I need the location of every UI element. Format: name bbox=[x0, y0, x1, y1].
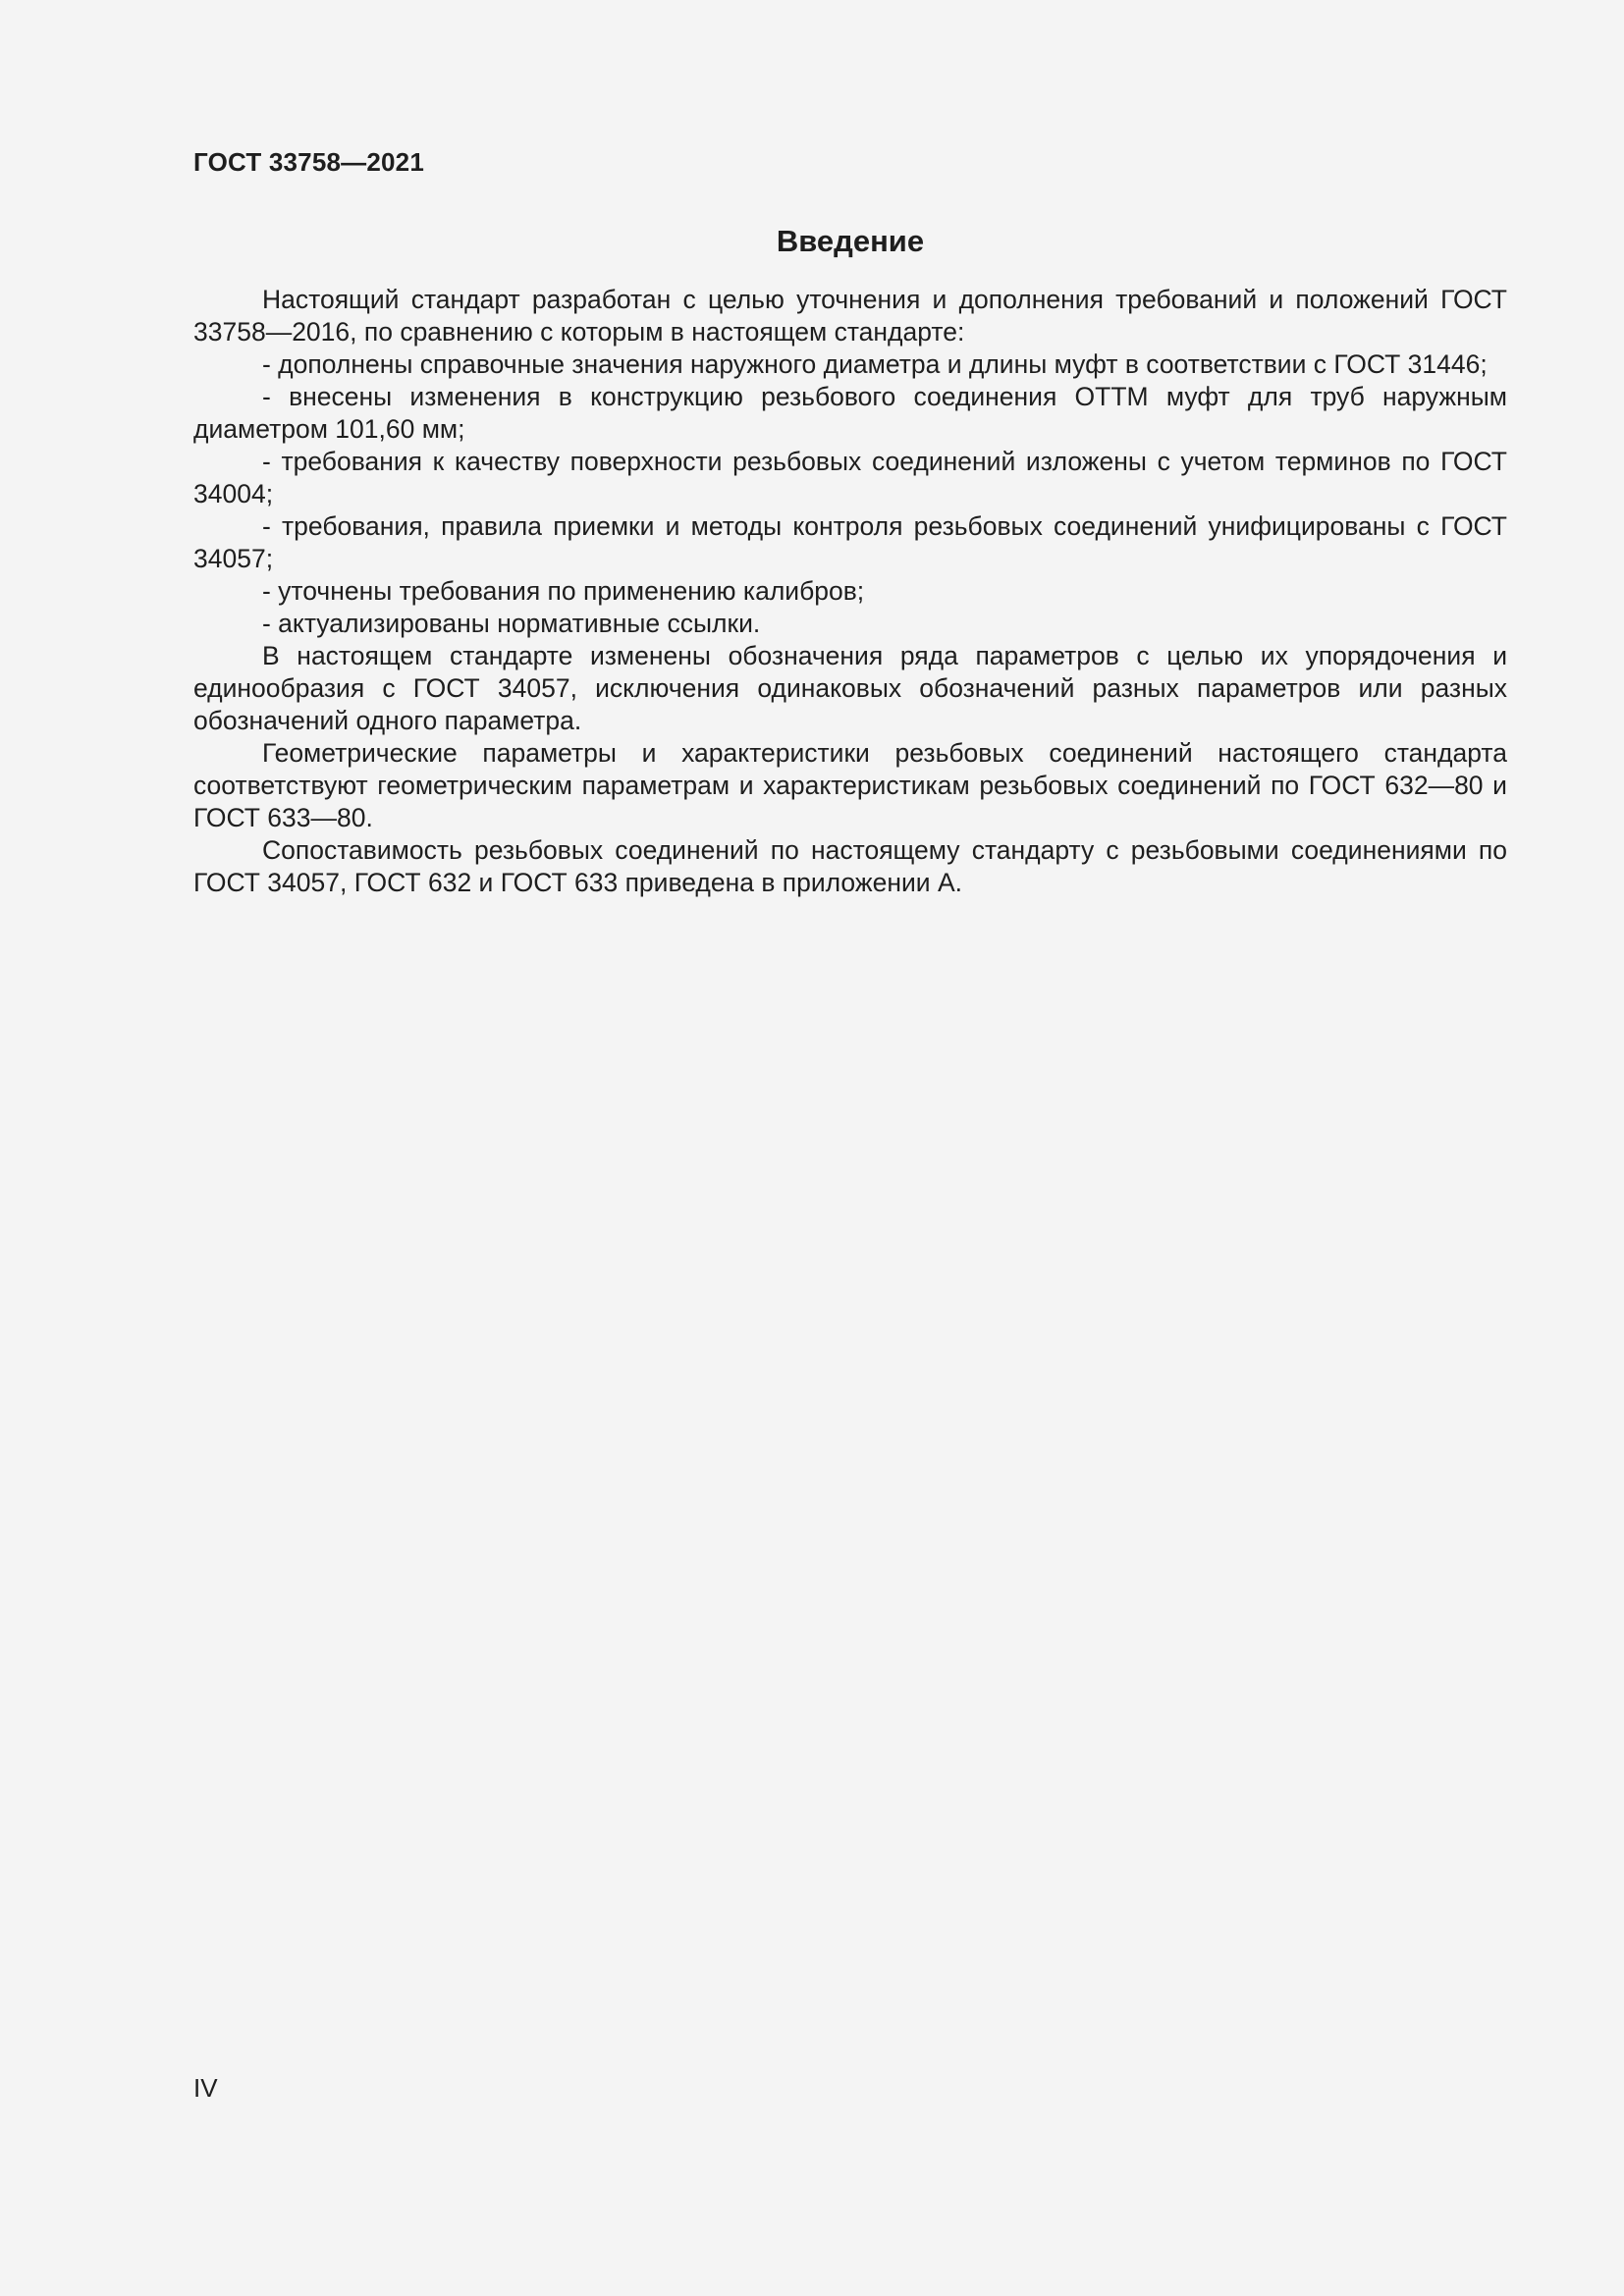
introduction-body bbox=[193, 284, 1507, 899]
list-item: - внесены изменения в конструкцию резьбового соединения ОТТМ муфт для труб наружным диаметром 101,60 мм; bbox=[193, 382, 1507, 444]
paragraph: В настоящем стандарте изменены обозначения ряда параметров с целью их упорядочения и единообразия с ГОСТ 34057, исключения одинаковых обозначений разных параметров или разных обозначений одного параметра. bbox=[193, 641, 1507, 735]
paragraph: Геометрические параметры и характеристики резьбовых соединений настоящего стандарта соответствуют геометрическим параметрам и характеристикам резьбовых соединений по ГОСТ 632—80 и ГОСТ 633—80. bbox=[193, 738, 1507, 832]
paragraph: Настоящий стандарт разработан с целью уточнения и дополнения требований и положений ГОСТ 33758—2016, по сравнению с которым в настоящем стандарте: bbox=[193, 285, 1507, 347]
paragraph: Сопоставимость резьбовых соединений по настоящему стандарту с резьбовыми соединениями по ГОСТ 34057, ГОСТ 632 и ГОСТ 633 приведена в приложении А. bbox=[193, 835, 1507, 897]
page-number: IV bbox=[193, 2073, 218, 2103]
list-item: - требования к качеству поверхности резьбовых соединений изложены с учетом терминов по ГОСТ 34004; bbox=[193, 447, 1507, 508]
list-item: - требования, правила приемки и методы контроля резьбовых соединений унифицированы с ГОСТ 34057; bbox=[193, 511, 1507, 573]
document-code: ГОСТ 33758—2021 bbox=[193, 147, 424, 177]
list-item: - дополнены справочные значения наружного диаметра и длины муфт в соответствии с ГОСТ 31446; bbox=[262, 349, 1488, 379]
list-item: - уточнены требования по применению калибров; bbox=[262, 576, 865, 606]
section-title: Введение bbox=[776, 224, 925, 258]
list-item: - актуализированы нормативные ссылки. bbox=[262, 609, 761, 638]
